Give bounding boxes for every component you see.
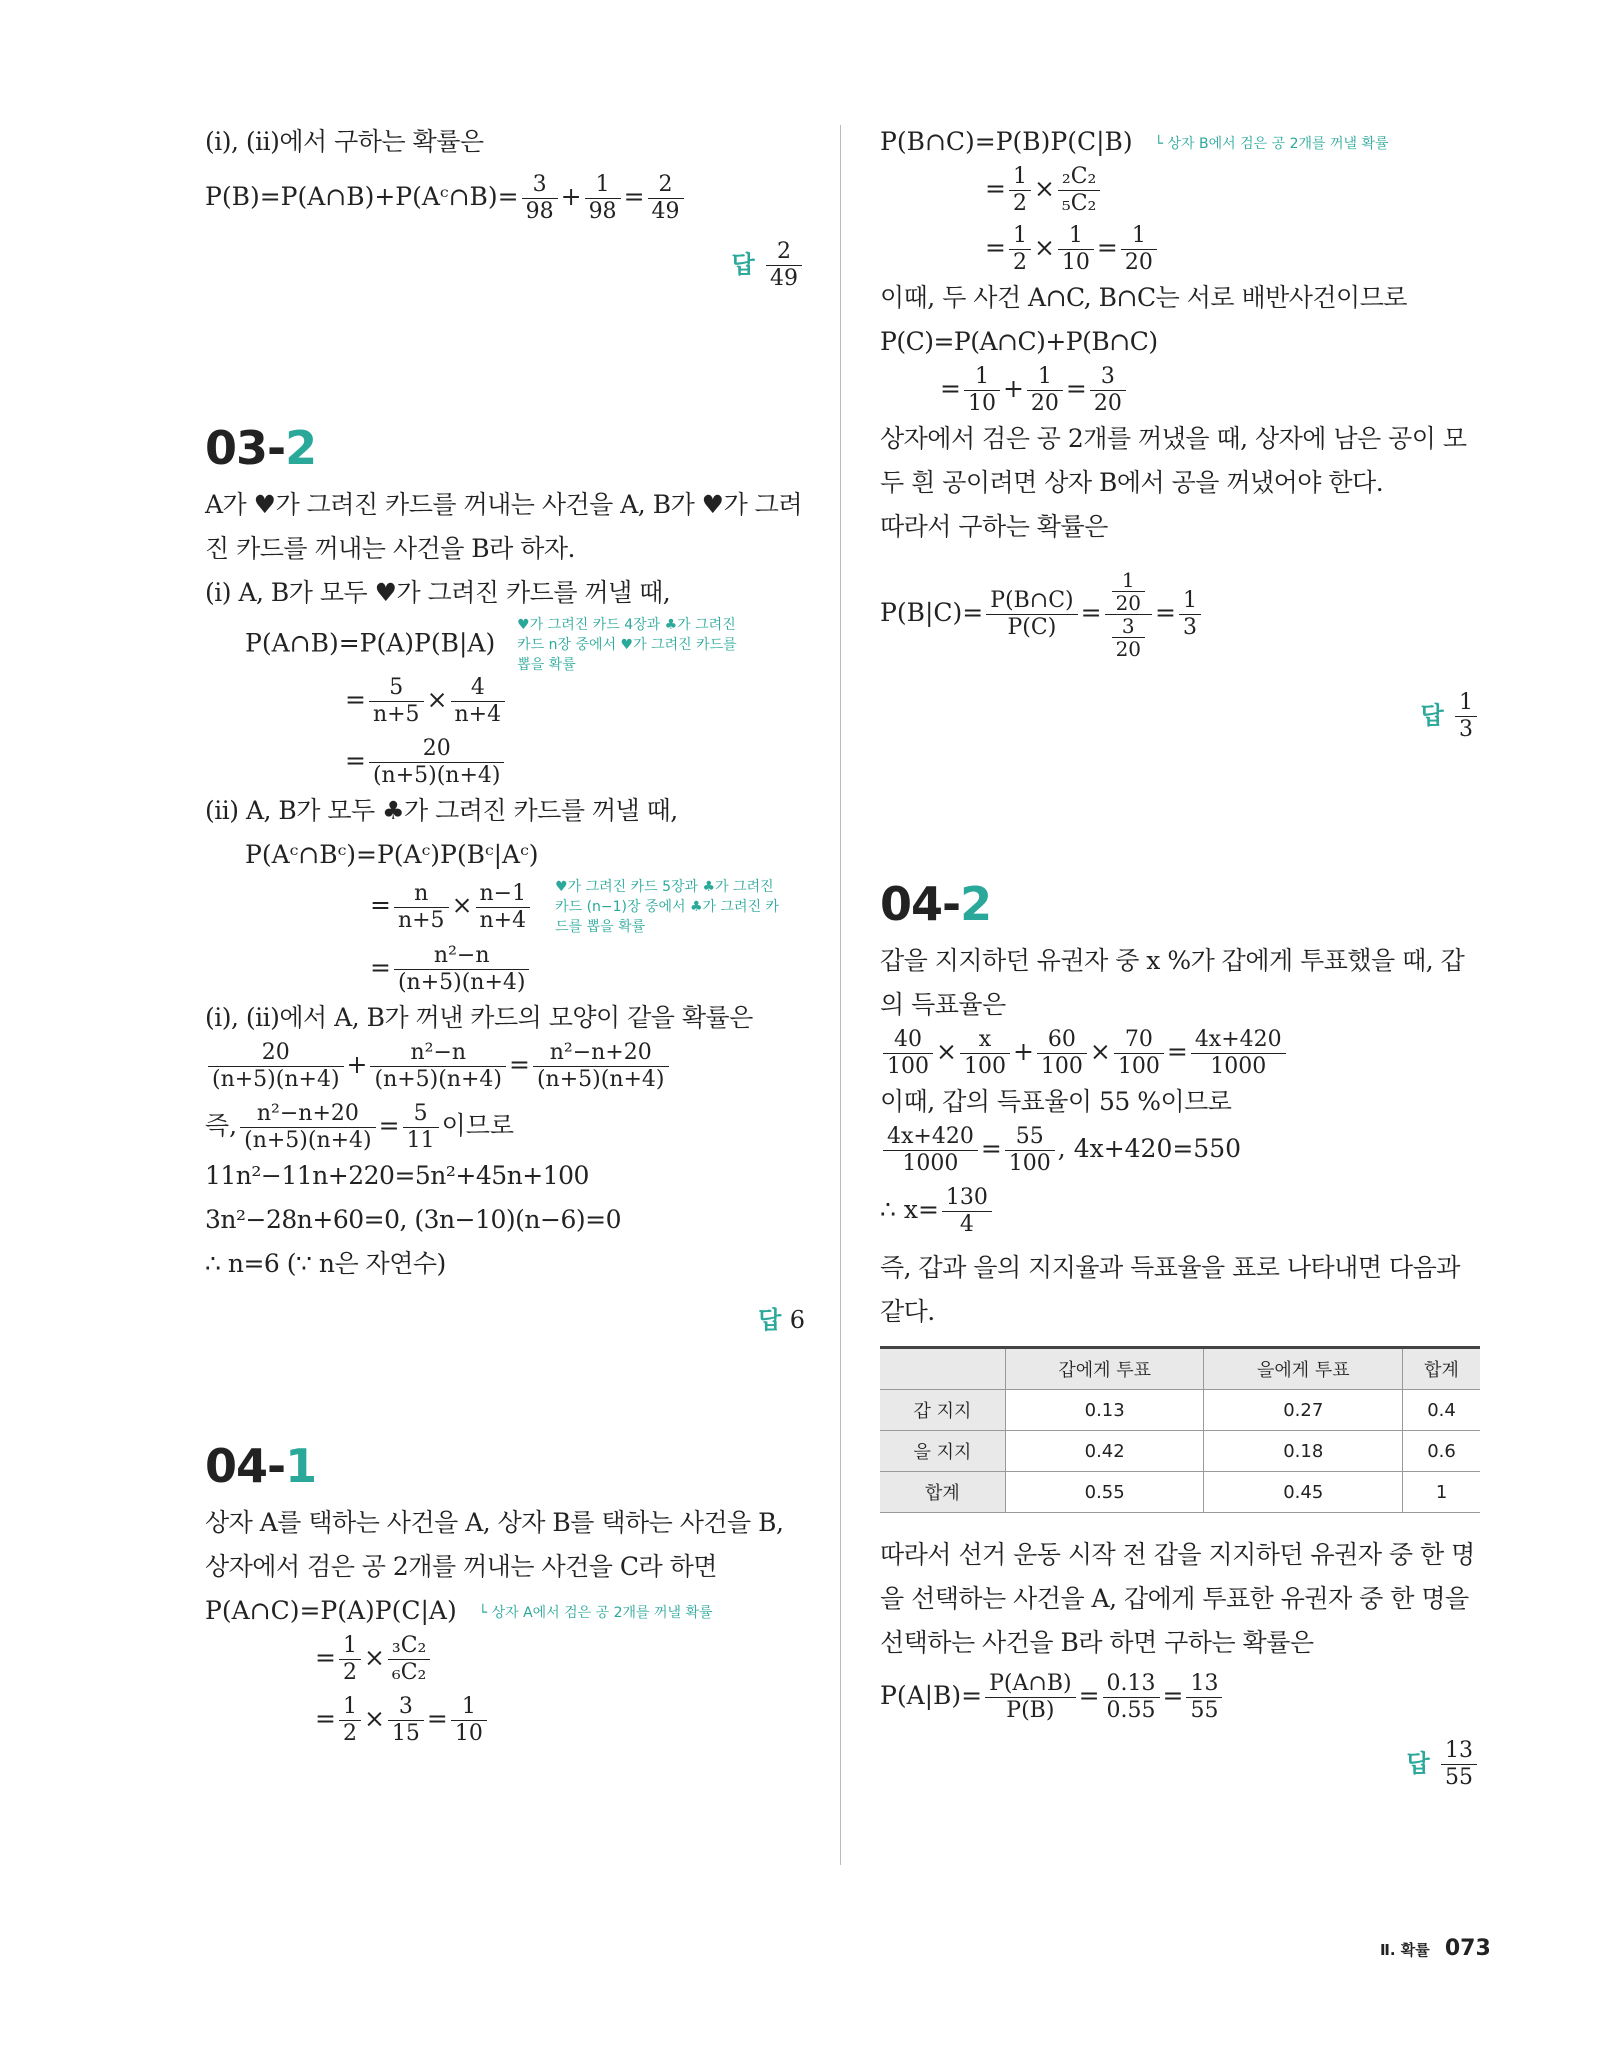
equation: P(B)=P(A∩B)+P(Aᶜ∩B)= $\frac{3}{98}$ + $\frac{1}{98}$ = $\frac{2}{49}$ bbox=[205, 172, 805, 225]
fraction: $\frac{1}{20}$ bbox=[1027, 364, 1063, 417]
fraction: $\frac{0.13}{0.55}$ bbox=[1103, 1671, 1160, 1724]
fraction: $\frac{2}{49}$ bbox=[648, 172, 684, 225]
answer: 답 $\frac{13}{55}$ bbox=[880, 1738, 1480, 1791]
table-header-cell: 합계 bbox=[1403, 1348, 1480, 1390]
answer-fraction: $\frac{2}{49}$ bbox=[766, 239, 802, 292]
fraction: $\frac{130}{4}$ bbox=[942, 1185, 992, 1238]
equation: ∴ x= $\frac{130}{4}$ bbox=[880, 1185, 1480, 1238]
paragraph: 따라서 선거 운동 시작 전 갑을 지지하던 유권자 중 한 명을 선택하는 사건을 A, 갑에게 투표한 유권자 중 한 명을 선택하는 사건을 B라 하면 구하는 확률은 bbox=[880, 1540, 1475, 1657]
page-number: 073 bbox=[1444, 1936, 1491, 1961]
table-row-header: 합계 bbox=[880, 1472, 1005, 1513]
right-column bbox=[880, 120, 1480, 1805]
equation-line: ∴ n=6 (∵ n은 자연수) bbox=[205, 1249, 446, 1278]
fraction: $\frac{4}{n+4}$ bbox=[451, 675, 506, 728]
fraction: $\frac{13}{55}$ bbox=[1186, 1671, 1222, 1724]
equation: = $\frac{n}{n+5}$ × $\frac{n-1}{n+4}$ ♥가 그려진 카드 5장과 ♣가 그려진 카드 (n−1)장 중에서 ♣가 그려진 카드를 뽑을 확률 bbox=[205, 877, 805, 937]
equation: = $\frac{1}{2}$ × $\frac{\text{₂C₂}}{\text{₅C₂}}$ bbox=[880, 164, 1480, 217]
table-cell: 0.18 bbox=[1204, 1431, 1403, 1472]
fraction: $\frac{4x+420}{1000}$ bbox=[1191, 1027, 1286, 1080]
fraction: $\frac{5}{11}$ bbox=[403, 1101, 439, 1154]
complex-fraction: $\frac{\frac{1}{20}}{\frac{3}{20}}$ bbox=[1105, 569, 1152, 660]
table-header-row bbox=[880, 1348, 1480, 1390]
equation: = $\frac{1}{2}$ × $\frac{1}{10}$ = $\frac{1}{20}$ bbox=[880, 223, 1480, 276]
fraction: $\frac{40}{100}$ bbox=[883, 1027, 933, 1080]
fraction: $\frac{70}{100}$ bbox=[1114, 1027, 1164, 1080]
answer-fraction: $\frac{1}{3}$ bbox=[1455, 690, 1477, 743]
equation: P(B∩C)=P(B)P(C|B) └ 상자 B에서 검은 공 2개를 꺼낼 확률 bbox=[880, 127, 1389, 156]
fraction: $\frac{1}{2}$ bbox=[1009, 223, 1031, 276]
equation: = $\frac{5}{n+5}$ × $\frac{4}{n+4}$ bbox=[205, 675, 805, 728]
table-cell: 0.4 bbox=[1403, 1390, 1480, 1431]
table-row-header: 을 지지 bbox=[880, 1431, 1005, 1472]
table-cell: 0.45 bbox=[1204, 1472, 1403, 1513]
equation: P(B|C)= $\frac{P(B\cap C)}{P(C)}$ = $\frac{\frac{1}{20}}{\frac{3}{20}}$ = $\frac{1}{3}$ bbox=[880, 569, 1480, 660]
answer-fraction: $\frac{13}{55}$ bbox=[1441, 1738, 1477, 1791]
equation: = $\frac{20}{(n+5)(n+4)}$ bbox=[205, 736, 805, 789]
fraction: $\frac{1}{2}$ bbox=[1009, 164, 1031, 217]
fraction: $\frac{\text{n²−n}}{(n+5)(n+4)}$ bbox=[370, 1040, 506, 1093]
fraction: $\frac{1}{2}$ bbox=[339, 1694, 361, 1747]
fraction: $\frac{20}{(n+5)(n+4)}$ bbox=[208, 1040, 344, 1093]
equation-line: 3n²−28n+60=0, (3n−10)(n−6)=0 bbox=[205, 1205, 621, 1234]
fraction: $\frac{1}{3}$ bbox=[1179, 588, 1201, 641]
annotation-note: └ 상자 B에서 검은 공 2개를 꺼낼 확률 bbox=[1154, 135, 1389, 152]
fraction: $\frac{1}{98}$ bbox=[585, 172, 621, 225]
case-line: (ii) A, B가 모두 ♣가 그려진 카드를 꺼낼 때, bbox=[205, 796, 678, 825]
fraction: $\frac{\text{₃C₂}}{\text{₆C₂}}$ bbox=[388, 1633, 430, 1686]
equation-line: 11n²−11n+220=5n²+45n+100 bbox=[205, 1161, 589, 1190]
fraction: $\frac{1}{2}$ bbox=[339, 1633, 361, 1686]
fraction: $\frac{55}{100}$ bbox=[1005, 1124, 1055, 1177]
table-cell: 0.42 bbox=[1005, 1431, 1204, 1472]
equation: 즉, $\frac{\text{n²−n+20}}{(n+5)(n+4)}$ = $\frac{5}{11}$ 이므로 bbox=[205, 1101, 515, 1153]
fraction: $\frac{1}{10}$ bbox=[964, 364, 1000, 417]
equation: P(A|B)= $\frac{P(A\cap B)}{P(B)}$ = $\frac{0.13}{0.55}$ = $\frac{13}{55}$ bbox=[880, 1671, 1480, 1724]
table-cell: 1 bbox=[1403, 1472, 1480, 1513]
table-header-cell: 을에게 투표 bbox=[1204, 1348, 1403, 1390]
problem-heading: 03-2 bbox=[205, 421, 317, 475]
answer: 답 $\frac{2}{49}$ bbox=[205, 239, 805, 292]
table-cell: 0.55 bbox=[1005, 1472, 1204, 1513]
fraction: $\frac{20}{(n+5)(n+4)}$ bbox=[369, 736, 505, 789]
table-header-cell: 갑에게 투표 bbox=[1005, 1348, 1204, 1390]
table-cell: 0.6 bbox=[1403, 1431, 1480, 1472]
problem-heading: 04-1 bbox=[205, 1439, 317, 1493]
answer: 답 6 bbox=[758, 1306, 805, 1334]
probability-table bbox=[880, 1346, 1480, 1513]
case-line: (i) A, B가 모두 ♥가 그려진 카드를 꺼낼 때, bbox=[205, 578, 671, 607]
equation-line: P(C)=P(A∩C)+P(B∩C) bbox=[880, 327, 1158, 356]
problem-heading: 04-2 bbox=[880, 877, 992, 931]
fraction: $\frac{n}{n+5}$ bbox=[394, 881, 449, 934]
fraction: $\frac{60}{100}$ bbox=[1037, 1027, 1087, 1080]
equation: = $\frac{1}{10}$ + $\frac{1}{20}$ = $\frac{3}{20}$ bbox=[880, 364, 1480, 417]
paragraph: 상자에서 검은 공 2개를 꺼냈을 때, 상자에 남은 공이 모두 흰 공이려면 상자 B에서 공을 꺼냈어야 한다. bbox=[880, 424, 1467, 497]
text-line: 이때, 두 사건 A∩C, B∩C는 서로 배반사건이므로 bbox=[880, 283, 1408, 312]
table-row bbox=[880, 1390, 1480, 1431]
paragraph: 상자 A를 택하는 사건을 A, 상자 B를 택하는 사건을 B, 상자에서 검은 공 2개를 꺼내는 사건을 C라 하면 bbox=[205, 1508, 784, 1581]
text-line: 즉, 갑과 을의 지지율과 득표율을 표로 나타내면 다음과 같다. bbox=[880, 1253, 1460, 1326]
fraction: $\frac{\text{n²−n}}{(n+5)(n+4)}$ bbox=[394, 943, 530, 996]
fraction: $\frac{1}{10}$ bbox=[451, 1694, 487, 1747]
fraction: $\frac{\text{n²−n+20}}{(n+5)(n+4)}$ bbox=[533, 1040, 669, 1093]
text-line: 따라서 구하는 확률은 bbox=[880, 512, 1108, 541]
section-label: Ⅱ. 확률 bbox=[1380, 1941, 1430, 1959]
fraction: $\frac{\text{₂C₂}}{\text{₅C₂}}$ bbox=[1058, 164, 1100, 217]
table-header-cell bbox=[880, 1348, 1005, 1390]
equation: = $\frac{1}{2}$ × $\frac{3}{15}$ = $\frac{1}{10}$ bbox=[205, 1694, 805, 1747]
fraction: $\frac{P(A\cap B)}{P(B)}$ bbox=[985, 1671, 1075, 1724]
left-column bbox=[205, 120, 805, 1747]
text-line: (i), (ii)에서 A, B가 꺼낸 카드의 모양이 같을 확률은 bbox=[205, 1003, 753, 1032]
equation: P(Aᶜ∩Bᶜ)=P(Aᶜ)P(Bᶜ|Aᶜ) bbox=[245, 840, 539, 869]
annotation-note: ♥가 그려진 카드 5장과 ♣가 그려진 카드 (n−1)장 중에서 ♣가 그려진 카드를 뽑을 확률 bbox=[555, 879, 780, 935]
annotation-note: └ 상자 A에서 검은 공 2개를 꺼낼 확률 bbox=[478, 1604, 713, 1621]
page-footer bbox=[1380, 1936, 1491, 1961]
equation: $\frac{20}{(n+5)(n+4)}$ + $\frac{\text{n²−n}}{(n+5)(n+4)}$ = $\frac{\text{n²−n+20}}{(n+5)(n+4)}$ bbox=[205, 1040, 805, 1093]
fraction: $\frac{3}{15}$ bbox=[388, 1694, 424, 1747]
fraction: $\frac{5}{n+5}$ bbox=[369, 675, 424, 728]
fraction: $\frac{P(B\cap C)}{P(C)}$ bbox=[986, 588, 1077, 641]
equation: $\frac{40}{100}$ × $\frac{x}{100}$ + $\frac{60}{100}$ × $\frac{70}{100}$ = $\frac{4x+420}{1000}$ bbox=[880, 1027, 1480, 1080]
annotation-note: ♥가 그려진 카드 4장과 ♣가 그려진 카드 n장 중에서 ♥가 그려진 카드를 뽑을 확률 bbox=[517, 617, 737, 673]
column-divider bbox=[840, 125, 841, 1865]
equation: P(A∩B)=P(A)P(B|A) ♥가 그려진 카드 4장과 ♣가 그려진 카드 n장 중에서 ♥가 그려진 카드를 뽑을 확률 bbox=[205, 615, 805, 675]
answer: 답 $\frac{1}{3}$ bbox=[880, 690, 1480, 743]
table-cell: 0.13 bbox=[1005, 1390, 1204, 1431]
fraction: $\frac{1}{20}$ bbox=[1121, 223, 1157, 276]
equation: = $\frac{\text{n²−n}}{(n+5)(n+4)}$ bbox=[205, 943, 805, 996]
equation: $\frac{4x+420}{1000}$ = $\frac{55}{100}$ , 4x+420=550 bbox=[880, 1124, 1480, 1177]
paragraph: 갑을 지지하던 유권자 중 x %가 갑에게 투표했을 때, 갑의 득표율은 bbox=[880, 946, 1465, 1019]
fraction: $\frac{3}{20}$ bbox=[1090, 364, 1126, 417]
text-line: (i), (ii)에서 구하는 확률은 bbox=[205, 127, 484, 156]
fraction: $\frac{n-1}{n+4}$ bbox=[476, 881, 531, 934]
text-line: 이때, 갑의 득표율이 55 %이므로 bbox=[880, 1087, 1232, 1116]
table-row bbox=[880, 1431, 1480, 1472]
table-row bbox=[880, 1472, 1480, 1513]
fraction: $\frac{\text{n²−n+20}}{(n+5)(n+4)}$ bbox=[240, 1101, 376, 1154]
equation: P(A∩C)=P(A)P(C|A) └ 상자 A에서 검은 공 2개를 꺼낼 확률 bbox=[205, 1596, 713, 1625]
fraction: $\frac{x}{100}$ bbox=[960, 1027, 1010, 1080]
fraction: $\frac{4x+420}{1000}$ bbox=[883, 1124, 978, 1177]
equation: = $\frac{1}{2}$ × $\frac{\text{₃C₂}}{\text{₆C₂}}$ bbox=[205, 1633, 805, 1686]
fraction: $\frac{3}{98}$ bbox=[522, 172, 558, 225]
fraction: $\frac{1}{10}$ bbox=[1058, 223, 1094, 276]
table-cell: 0.27 bbox=[1204, 1390, 1403, 1431]
paragraph: A가 ♥가 그려진 카드를 꺼내는 사건을 A, B가 ♥가 그려진 카드를 꺼내는 사건을 B라 하자. bbox=[205, 490, 802, 563]
table-row-header: 갑 지지 bbox=[880, 1390, 1005, 1431]
